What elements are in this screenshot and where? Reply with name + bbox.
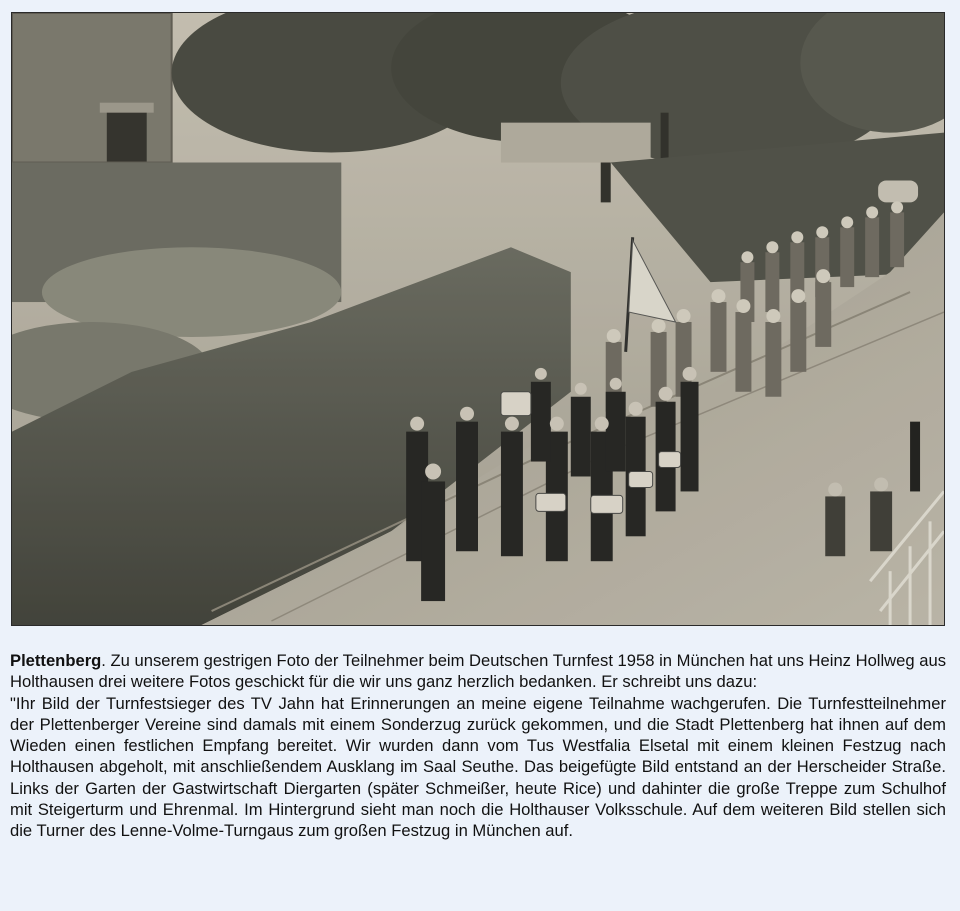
parade-photo xyxy=(11,12,945,626)
article-place: Plettenberg xyxy=(10,651,102,670)
historic-parade-photo-icon xyxy=(12,13,944,625)
article-quote: "Ihr Bild der Turnfestsieger des TV Jahn hat Erinnerungen an meine eigene Teilnahme wachgerufen. Die Turnfestteilnehmer der Plettenberger Vereine sind damals mit einem Sonderzug zurück gekommen, und die Stadt Plettenberg hat ihnen auf dem Wieden einen festlichen Empfang bereitet. Wir wurden dann vom Tus Westfalia Elsetal mit einem kleinen Festzug nach Holthausen abgeholt, mit anschließendem Ausklang im Saal Seuthe. Das beigefügte Bild entstand an der Herscheider Straße. Links der Garten der Gastwirtschaft Diergarten (später Schmeißer, heute Rice) und dahinter die große Treppe zum Schulhof mit Steigerturm und Ehrenmal. Im Hintergrund sieht man noch die Holthauser Volksschule. Auf dem weiteren Bild stellen sich die Turner des Lenne-Volme-Turngaus zum großen Festzug in München auf. xyxy=(10,693,946,841)
article-caption xyxy=(10,650,946,842)
article-intro xyxy=(10,650,946,693)
article-intro-text: . Zu unserem gestrigen Foto der Teilnehmer beim Deutschen Turnfest 1958 in München hat uns Heinz Hollweg aus Holthausen drei weitere Fotos geschickt für die wir uns ganz herzlich bedanken. Er schreibt uns dazu: xyxy=(10,651,946,692)
